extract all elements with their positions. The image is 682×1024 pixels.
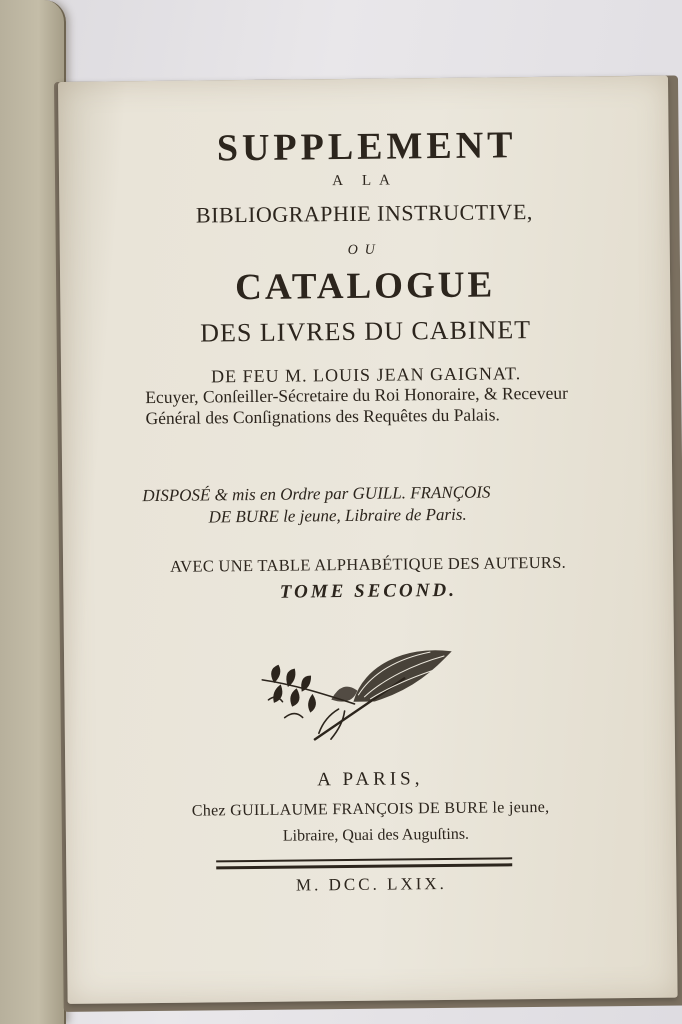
title-supplement: SUPPLEMENT — [216, 124, 517, 170]
tome-second: TOME SECOND. — [279, 579, 458, 603]
imprint-chez: Chez GUILLAUME FRANÇOIS DE BURE le jeune, — [191, 798, 550, 820]
title-ou: OU — [347, 242, 382, 258]
dispose-paragraph — [142, 480, 612, 529]
table-alphabetique-line: AVEC UNE TABLE ALPHABÉTIQUE DES AUTEURS. — [169, 552, 567, 576]
title-page — [58, 76, 678, 1004]
imprint-libraire: Libraire, Quai des Auguſtins. — [282, 825, 470, 845]
title-feu-gaignat: DE FEU M. LOUIS JEAN GAIGNAT. — [210, 363, 522, 387]
title-a-la: A LA — [332, 172, 399, 190]
ecuyer-paragraph: Ecuyer, Conſeiller-Sécretaire du Roi Honoraire, & Receveur Général des Conſignations des Requêtes du Palais. — [145, 382, 569, 429]
quill-and-laurel-vignette-icon — [254, 638, 455, 750]
imprint-city: A PARIS, — [317, 768, 424, 791]
title-catalogue: CATALOGUE — [234, 264, 496, 309]
imprint-date: M. DCC. LXIX. — [295, 873, 447, 895]
dispose-line-2: DE BURE le jeune, Libraire de Paris. — [208, 504, 467, 527]
double-rule-divider — [216, 857, 512, 869]
title-bibliographie: BIBLIOGRAPHIE INSTRUCTIVE, — [195, 199, 533, 228]
dispose-line-1: DISPOSÉ & mis en Ordre par GUILL. FRANÇOIS — [142, 482, 491, 506]
title-livres: DES LIVRES DU CABINET — [200, 315, 532, 348]
